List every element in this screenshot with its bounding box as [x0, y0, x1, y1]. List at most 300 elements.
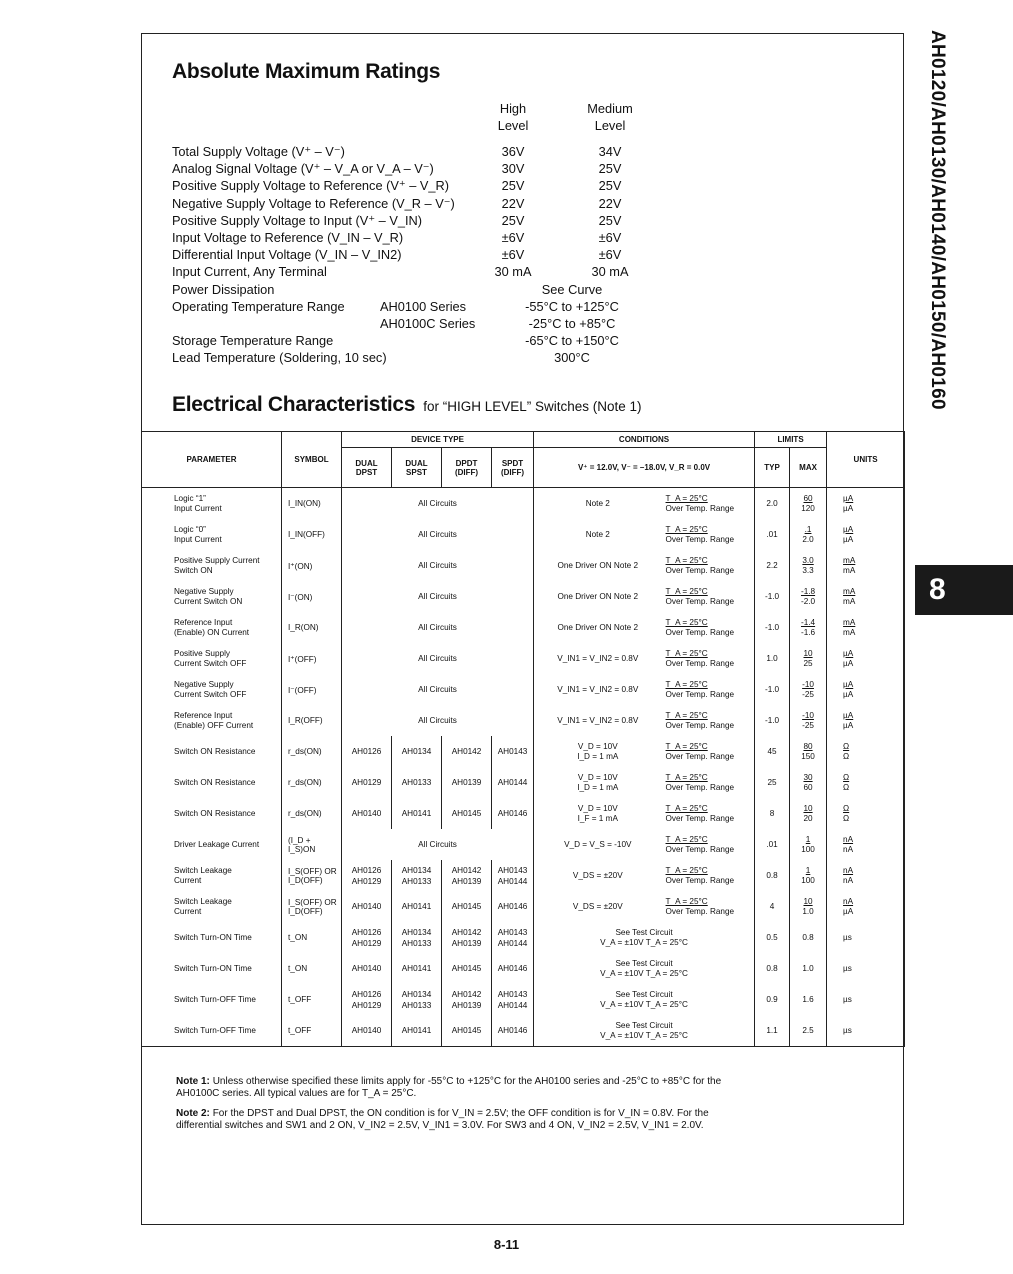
- device-all-cell: All Circuits: [342, 643, 534, 674]
- device-line1: AH0141: [401, 809, 432, 818]
- typ-cell: -1.0: [755, 581, 790, 612]
- amr-med: ±6V: [598, 247, 622, 263]
- device-cell: [342, 798, 392, 829]
- device-line2: AH0139: [451, 938, 482, 948]
- condition-line1: V_D = 10V: [577, 741, 618, 751]
- param-cell: [142, 922, 282, 953]
- symbol-cell: [282, 519, 342, 550]
- param-line2: Current: [174, 906, 202, 916]
- units-line1: µA: [843, 493, 854, 503]
- hdr-typ: TYP: [755, 448, 790, 488]
- device-cell: [492, 860, 534, 891]
- condition-cell: [534, 736, 662, 767]
- temp-cell: [662, 798, 755, 829]
- device-line1: AH0134: [401, 927, 432, 937]
- param-line2: Current Switch ON: [174, 596, 243, 606]
- typ-cell: 0.8: [755, 860, 790, 891]
- max-cell: [790, 674, 827, 705]
- note-1: Note 1: Unless otherwise specified these limits apply for -55°C to +125°C for the AH0100 series and -25°C to +85°C for the AH0100C series. All typical values are for T_A = 25°C.: [176, 1076, 722, 1099]
- device-line2: AH0144: [497, 938, 528, 948]
- amr-span: -65°C to +150°C: [525, 333, 619, 349]
- device-cell: [442, 860, 492, 891]
- param-line1: Switch Turn-OFF Time: [174, 1025, 256, 1035]
- max-line2: 120: [801, 503, 815, 513]
- symbol-cell: [282, 612, 342, 643]
- device-cell: [442, 798, 492, 829]
- symbol-cell: [282, 829, 342, 860]
- device-line1: AH0145: [451, 809, 482, 818]
- param-cell: [142, 581, 282, 612]
- condition-line1: One Driver ON Note 2: [557, 622, 639, 632]
- device-line1: AH0126: [351, 989, 382, 999]
- temp-line1: T_A = 25°C: [665, 772, 708, 782]
- symbol-line1: I_S(OFF) OR: [288, 866, 337, 876]
- condition-line1: V_D = V_S = -10V: [564, 839, 632, 849]
- symbol-cell: [282, 798, 342, 829]
- symbol-cell: [282, 922, 342, 953]
- amr-param: Negative Supply Voltage to Reference (V_R – V⁻): [172, 195, 455, 211]
- amr-span: -55°C to +125°C: [525, 298, 619, 314]
- max-line1: .1: [804, 524, 812, 534]
- temp-cell: [662, 705, 755, 736]
- amr-row: [172, 143, 652, 160]
- condition-line1: V_IN1 = V_IN2 = 0.8V: [557, 684, 639, 694]
- units-line2: nA: [843, 875, 854, 885]
- amr-param: Differential Input Voltage (V_IN – V_IN2): [172, 247, 402, 263]
- max-line2: 1.0: [802, 906, 814, 916]
- param-cell: [142, 736, 282, 767]
- device-cell: [442, 953, 492, 984]
- amr-med: 25V: [598, 178, 622, 194]
- symbol-cell: [282, 550, 342, 581]
- temp-cell: [662, 581, 755, 612]
- table-row: [142, 550, 905, 581]
- temp-cell: [662, 891, 755, 922]
- condition-line2: I_F = 1 mA: [577, 813, 618, 823]
- units-cell: [827, 550, 905, 581]
- condition-line1: V_DS = ±20V: [572, 901, 623, 911]
- symbol-line1: (I_D + I_S)ON: [288, 835, 316, 854]
- device-cell: [342, 984, 392, 1015]
- note-2: Note 2: For the DPST and Dual DPST, the ON condition is for V_IN = 2.5V; the OFF condition is for V_IN = 0.8V. For the differential switches and SW1 and 2 ON, V_IN2 = 2.5V, V_IN1 = 3.0V. For SW3 and 4 ON, V_IN2 = 2.5V, V_IN1 = 2.0V.: [176, 1108, 709, 1131]
- param-cell: [142, 829, 282, 860]
- device-cell: [442, 891, 492, 922]
- symbol-line1: I_IN(ON): [288, 499, 321, 508]
- hdr-parameter: PARAMETER: [142, 432, 282, 488]
- device-line1: AH0145: [451, 964, 482, 973]
- device-line1: AH0141: [401, 964, 432, 973]
- units-line1: mA: [843, 617, 856, 627]
- device-line1: AH0126: [351, 747, 382, 756]
- units-cell: [827, 705, 905, 736]
- symbol-cell: [282, 767, 342, 798]
- condition-line2: I_D = 1 mA: [577, 751, 619, 761]
- device-all-cell: All Circuits: [342, 581, 534, 612]
- temp-line1: T_A = 25°C: [665, 648, 708, 658]
- units-line2: Ω: [843, 813, 850, 823]
- amr-param: Lead Temperature (Soldering, 10 sec): [172, 350, 387, 366]
- hdr-units: UNITS: [827, 432, 905, 488]
- param-cell: [142, 767, 282, 798]
- test-circuit-cell: [534, 1015, 755, 1047]
- typ-cell: 2.2: [755, 550, 790, 581]
- condition-line1: V_D = 10V: [577, 803, 618, 813]
- device-cell: [492, 984, 534, 1015]
- device-cell: [342, 860, 392, 891]
- amr-mid: AH0100C Series: [380, 316, 476, 331]
- device-line2: AH0139: [451, 1000, 482, 1010]
- temp-line1: T_A = 25°C: [665, 586, 708, 596]
- device-line2: AH0144: [497, 1000, 528, 1010]
- param-line1: Driver Leakage Current: [174, 839, 260, 849]
- max-line1: 3.0: [802, 555, 814, 565]
- test-circuit-cell: [534, 984, 755, 1015]
- max-line2: 150: [801, 751, 815, 761]
- max-line2: 20: [803, 813, 813, 823]
- device-cell: [442, 984, 492, 1015]
- max-line1: 1: [805, 865, 811, 875]
- condition-cell: [534, 581, 662, 612]
- device-cell: [342, 922, 392, 953]
- amr-high: 30V: [501, 161, 525, 177]
- symbol-cell: [282, 860, 342, 891]
- condition-line1: V_IN1 = V_IN2 = 0.8V: [557, 653, 639, 663]
- max-line2: 25: [803, 658, 813, 668]
- device-cell: [492, 767, 534, 798]
- symbol-line1: I⁺(OFF): [288, 654, 317, 664]
- symbol-cell: [282, 891, 342, 922]
- amr-row: [172, 229, 652, 246]
- hdr-symbol: SYMBOL: [282, 432, 342, 488]
- units-cell: [827, 798, 905, 829]
- condition-cell: [534, 767, 662, 798]
- param-cell: [142, 953, 282, 984]
- amr-mid: AH0100 Series: [380, 298, 467, 314]
- test-circuit-line2: V_A = ±10V T_A = 25°C: [600, 937, 688, 947]
- device-cell: [342, 891, 392, 922]
- device-line1: AH0143: [497, 747, 528, 756]
- device-line1: AH0134: [401, 747, 432, 756]
- units-line2: Ω: [843, 782, 850, 792]
- symbol-line1: I⁻(ON): [288, 592, 313, 602]
- test-circuit-line2: V_A = ±10V T_A = 25°C: [600, 968, 688, 978]
- condition-cell: [534, 674, 662, 705]
- table-row: [142, 736, 905, 767]
- temp-line1: T_A = 25°C: [665, 803, 708, 813]
- units-cell: [827, 736, 905, 767]
- max-line2: 60: [803, 782, 813, 792]
- symbol-line1: I_S(OFF) OR: [288, 897, 337, 907]
- device-line2: AH0144: [497, 876, 528, 886]
- temp-cell: [662, 550, 755, 581]
- units-line1: µA: [843, 679, 854, 689]
- units-cell: [827, 488, 905, 520]
- param-cell: [142, 891, 282, 922]
- device-line1: AH0129: [351, 778, 382, 787]
- device-cell: [442, 736, 492, 767]
- param-line1: Positive Supply: [174, 648, 230, 658]
- symbol-line1: t_OFF: [288, 995, 312, 1004]
- table-row: [142, 674, 905, 705]
- hdr-max: MAX: [790, 448, 827, 488]
- symbol-line1: I_IN(OFF): [288, 530, 325, 539]
- amr-high: 25V: [501, 212, 525, 228]
- condition-line2: I_D = 1 mA: [577, 782, 619, 792]
- condition-cell: [534, 798, 662, 829]
- units-line1: nA: [843, 865, 854, 875]
- device-cell: [492, 736, 534, 767]
- device-cell: [392, 953, 442, 984]
- typ-cell: .01: [755, 829, 790, 860]
- param-line1: Switch ON Resistance: [174, 808, 256, 818]
- units-line1: Ω: [843, 803, 850, 813]
- condition-line1: V_IN1 = V_IN2 = 0.8V: [557, 715, 639, 725]
- device-cell: [442, 1015, 492, 1047]
- max-line1: 10: [803, 648, 813, 658]
- amr-row: [172, 298, 652, 315]
- max-line2: -25: [802, 720, 814, 730]
- device-all-cell: All Circuits: [342, 705, 534, 736]
- device-line1: AH0140: [351, 902, 382, 911]
- amr-high: 30 mA: [494, 264, 532, 280]
- symbol-line1: t_ON: [288, 964, 308, 973]
- device-line2: AH0133: [401, 876, 432, 886]
- amr-row: [172, 177, 652, 194]
- table-row: [142, 612, 905, 643]
- param-cell: [142, 1015, 282, 1047]
- amr-row: [172, 212, 652, 229]
- param-line2: Input Current: [174, 503, 222, 513]
- device-line2: AH0133: [401, 1000, 432, 1010]
- device-line1: AH0140: [351, 809, 382, 818]
- device-all-cell: All Circuits: [342, 519, 534, 550]
- device-line1: AH0146: [497, 964, 528, 973]
- units-cell: [827, 767, 905, 798]
- symbol-cell: [282, 674, 342, 705]
- units-line1: µA: [843, 648, 854, 658]
- amr-row: [172, 332, 652, 349]
- amr-span: 300°C: [554, 350, 590, 366]
- param-line2: Current Switch OFF: [174, 689, 247, 699]
- amr-med: 25V: [598, 161, 622, 177]
- condition-line1: One Driver ON Note 2: [557, 591, 639, 601]
- test-circuit-line1: See Test Circuit: [615, 989, 673, 999]
- amr-row: [172, 349, 652, 366]
- temp-line1: T_A = 25°C: [665, 555, 708, 565]
- amr-param: Positive Supply Voltage to Reference (V⁺ – V_R): [172, 178, 450, 194]
- table-row: [142, 860, 905, 891]
- max-cell: [790, 891, 827, 922]
- max-cell: [790, 488, 827, 520]
- chapter-tab[interactable]: 8: [915, 565, 1013, 615]
- condition-cell: [534, 550, 662, 581]
- max-line2: 100: [801, 875, 815, 885]
- temp-cell: [662, 488, 755, 520]
- param-line1: Switch Turn-ON Time: [174, 932, 252, 942]
- temp-line2: Over Temp. Range: [665, 813, 735, 823]
- device-line1: AH0143: [497, 927, 528, 937]
- units-line1: µs: [843, 994, 852, 1004]
- table-row: [142, 891, 905, 922]
- param-cell: [142, 984, 282, 1015]
- table-row: [142, 953, 905, 984]
- test-circuit-line2: V_A = ±10V T_A = 25°C: [600, 999, 688, 1009]
- device-line2: AH0129: [351, 876, 382, 886]
- max-line1: 30: [803, 772, 813, 782]
- symbol-line1: I⁺(ON): [288, 561, 313, 571]
- param-line1: Switch Leakage: [174, 865, 232, 875]
- units-cell: [827, 612, 905, 643]
- max-line1: 1.0: [802, 963, 814, 973]
- device-cell: [342, 767, 392, 798]
- units-cell: [827, 519, 905, 550]
- device-line1: AH0144: [497, 778, 528, 787]
- max-line2: 100: [801, 844, 815, 854]
- symbol-cell: [282, 581, 342, 612]
- device-all-cell: All Circuits: [342, 550, 534, 581]
- condition-cell: [534, 860, 662, 891]
- test-circuit-cell: [534, 953, 755, 984]
- amr-med: ±6V: [598, 230, 622, 245]
- max-cell: [790, 519, 827, 550]
- ec-title: Electrical Characteristics for “HIGH LEVEL” Switches (Note 1): [172, 393, 642, 416]
- amr-med: 25V: [598, 212, 622, 228]
- amr-param: Power Dissipation: [172, 281, 275, 297]
- condition-cell: [534, 643, 662, 674]
- condition-cell: [534, 891, 662, 922]
- param-cell: [142, 643, 282, 674]
- units-line1: mA: [843, 586, 856, 596]
- max-line1: 2.5: [802, 1025, 814, 1035]
- max-cell: [790, 705, 827, 736]
- device-line1: AH0126: [351, 927, 382, 937]
- temp-cell: [662, 643, 755, 674]
- units-line1: nA: [843, 834, 854, 844]
- symbol-line2: I_D(OFF): [288, 875, 323, 885]
- param-cell: [142, 674, 282, 705]
- temp-cell: [662, 860, 755, 891]
- amr-row: [172, 315, 652, 332]
- typ-cell: .01: [755, 519, 790, 550]
- typ-cell: 1.0: [755, 643, 790, 674]
- electrical-characteristics-table: [141, 431, 905, 1061]
- device-cell: [492, 953, 534, 984]
- device-all-cell: All Circuits: [342, 829, 534, 860]
- hdr-dpdt: DPDT (DIFF): [442, 448, 492, 488]
- device-line1: AH0142: [451, 927, 482, 937]
- notes: [176, 1076, 736, 1140]
- amr-span: See Curve: [541, 281, 603, 297]
- temp-line2: Over Temp. Range: [665, 906, 735, 916]
- typ-cell: 25: [755, 767, 790, 798]
- symbol-line1: I_R(OFF): [288, 716, 323, 725]
- device-line1: AH0142: [451, 989, 482, 999]
- device-line1: AH0146: [497, 1026, 528, 1035]
- max-cell: [790, 581, 827, 612]
- units-line1: µs: [843, 1025, 852, 1035]
- table-bottom-rule: [142, 1047, 905, 1061]
- device-cell: [442, 767, 492, 798]
- param-cell: [142, 550, 282, 581]
- max-line1: -1.4: [800, 617, 816, 627]
- max-cell: [790, 798, 827, 829]
- device-line1: AH0146: [497, 902, 528, 911]
- max-cell: [790, 643, 827, 674]
- device-cell: [342, 1015, 392, 1047]
- symbol-cell: [282, 984, 342, 1015]
- amr-med: 34V: [598, 144, 622, 159]
- max-line1: 60: [803, 493, 813, 503]
- temp-line1: T_A = 25°C: [665, 865, 708, 875]
- test-circuit-line2: V_A = ±10V T_A = 25°C: [600, 1030, 688, 1040]
- device-line1: AH0139: [451, 778, 482, 787]
- device-line1: AH0145: [451, 902, 482, 911]
- typ-cell: -1.0: [755, 612, 790, 643]
- hdr-dual-dpst: DUAL DPST: [342, 448, 392, 488]
- device-cell: [442, 922, 492, 953]
- table-row: [142, 643, 905, 674]
- symbol-line1: r_ds(ON): [288, 809, 322, 818]
- temp-line2: Over Temp. Range: [665, 565, 735, 575]
- device-line1: AH0140: [351, 964, 382, 973]
- temp-cell: [662, 674, 755, 705]
- units-cell: [827, 953, 905, 984]
- max-cell: [790, 767, 827, 798]
- typ-cell: -1.0: [755, 674, 790, 705]
- max-line1: -10: [802, 710, 814, 720]
- param-cell: [142, 860, 282, 891]
- typ-cell: 0.5: [755, 922, 790, 953]
- device-line1: AH0134: [401, 989, 432, 999]
- units-line2: µA: [843, 720, 854, 730]
- amr-param: Input Voltage to Reference (V_IN – V_R): [172, 230, 404, 245]
- amr-col-high: High Level: [497, 101, 529, 133]
- units-cell: [827, 984, 905, 1015]
- param-line1: Switch ON Resistance: [174, 746, 256, 756]
- param-cell: [142, 612, 282, 643]
- condition-line1: One Driver ON Note 2: [557, 560, 639, 570]
- units-cell: [827, 1015, 905, 1047]
- device-cell: [492, 891, 534, 922]
- hdr-device-type: DEVICE TYPE: [342, 432, 534, 448]
- device-line1: AH0141: [401, 1026, 432, 1035]
- param-cell: [142, 519, 282, 550]
- temp-line2: Over Temp. Range: [665, 720, 735, 730]
- device-cell: [392, 798, 442, 829]
- device-line1: AH0140: [351, 1026, 382, 1035]
- temp-line2: Over Temp. Range: [665, 689, 735, 699]
- temp-cell: [662, 612, 755, 643]
- typ-cell: 1.1: [755, 1015, 790, 1047]
- condition-cell: [534, 519, 662, 550]
- amr-row: [172, 246, 652, 263]
- device-cell: [392, 1015, 442, 1047]
- typ-cell: 0.8: [755, 953, 790, 984]
- device-line1: AH0133: [401, 778, 432, 787]
- device-line1: AH0143: [497, 989, 528, 999]
- temp-cell: [662, 519, 755, 550]
- device-cell: [342, 953, 392, 984]
- units-line1: nA: [843, 896, 854, 906]
- temp-line2: Over Temp. Range: [665, 658, 735, 668]
- condition-line1: V_D = 10V: [577, 772, 618, 782]
- device-line1: AH0141: [401, 902, 432, 911]
- condition-cell: [534, 829, 662, 860]
- units-cell: [827, 643, 905, 674]
- param-cell: [142, 705, 282, 736]
- device-cell: [492, 922, 534, 953]
- table-row: [142, 984, 905, 1015]
